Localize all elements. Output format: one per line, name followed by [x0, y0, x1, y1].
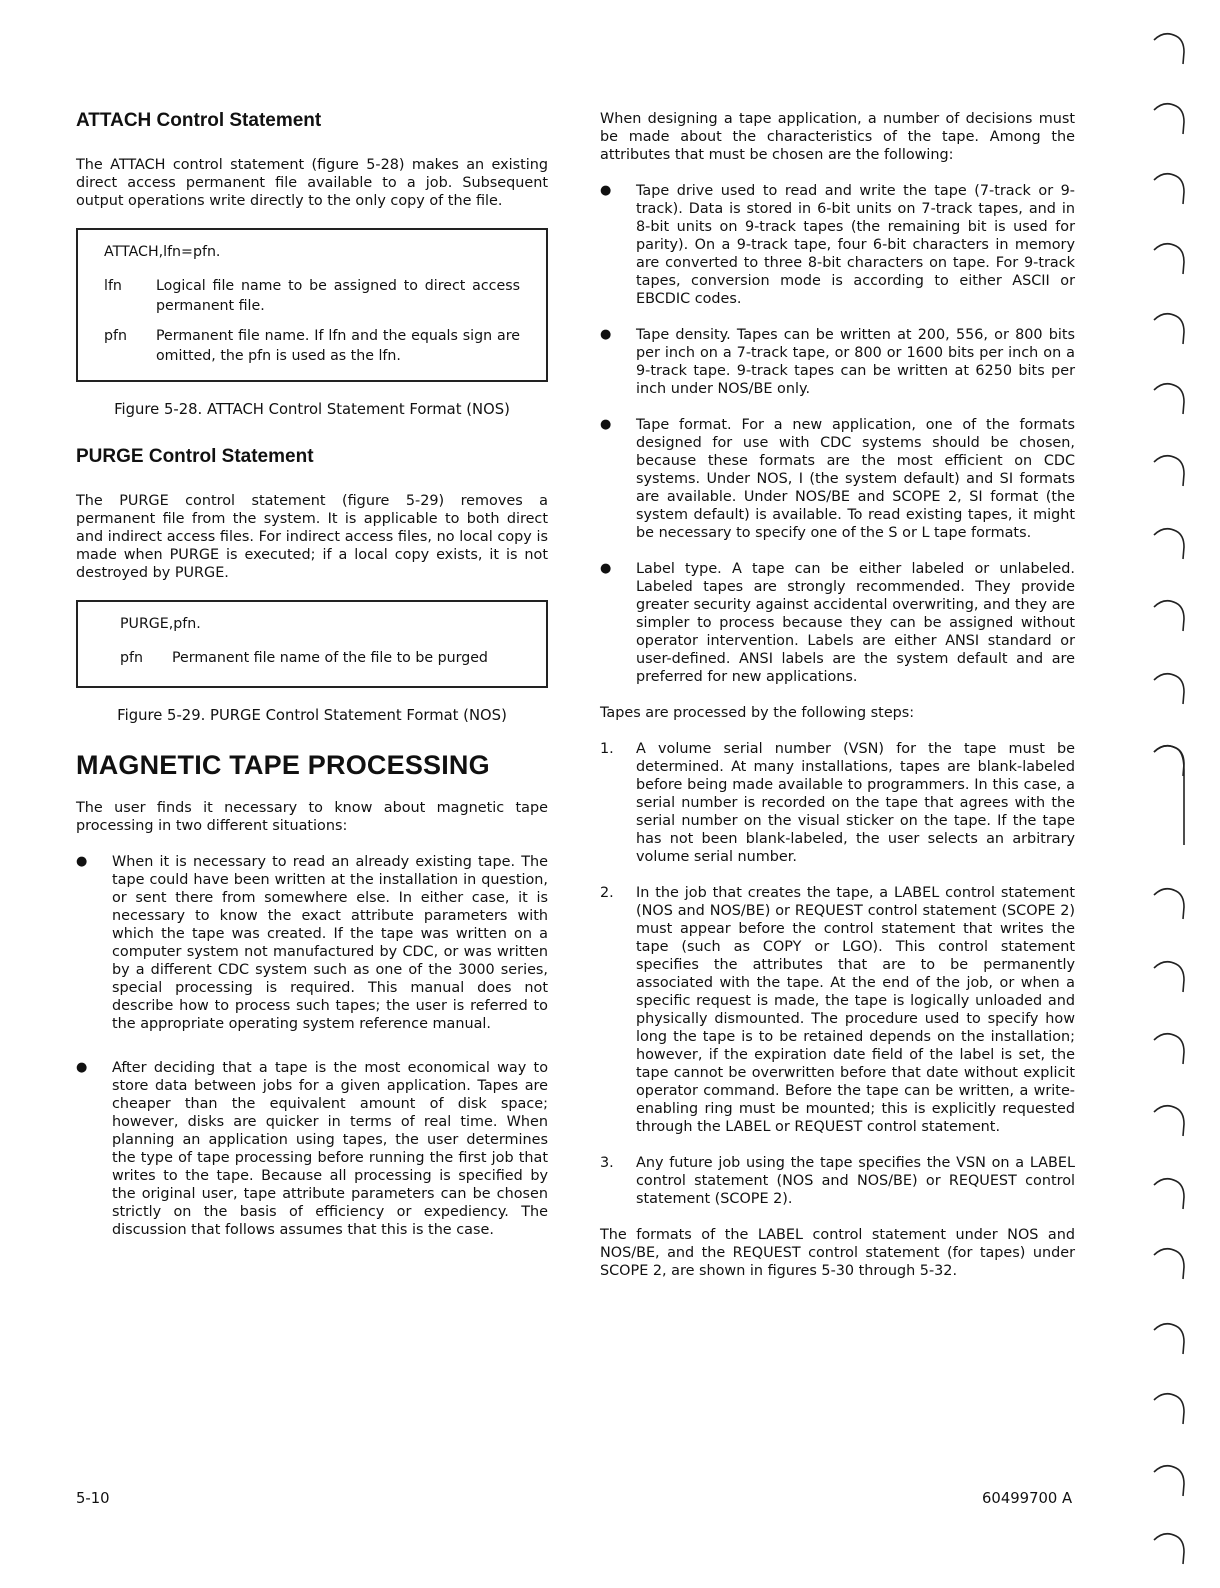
binding-mark: [1154, 529, 1184, 559]
binding-mark: [1154, 1249, 1184, 1279]
binding-marks-icon: [1150, 0, 1220, 1584]
left-column: [76, 104, 548, 1257]
bullet-list: [76, 853, 548, 1239]
list-item-text: Tape format. For a new application, one of the formats designed for use with CDC systems should be chosen, because these formats are the most efficient on CDC systems. Under NOS, I (the system default) and SI formats are available. Under NOS/BE and SCOPE 2, SI format (the system default) is available. To read existing tapes, it might be necessary to specify one of the S or L tape formats.: [636, 417, 1075, 541]
binding-mark: [1154, 1534, 1184, 1564]
binding-mark: [1154, 1466, 1184, 1496]
attach-heading: ATTACH Control Statement: [76, 110, 322, 131]
purge-figure-box: [76, 600, 548, 688]
figure-parameter-row: [104, 326, 520, 366]
binding-mark: [1154, 104, 1184, 134]
list-item: [600, 740, 1075, 866]
attach-figure-box: [76, 228, 548, 382]
closing-paragraph: The formats of the LABEL control statement under NOS and NOS/BE, and the REQUEST control statement (for tapes) under SCOPE 2, are shown in figures 5-30 through 5-32.: [600, 1227, 1075, 1279]
figure-caption: Figure 5-28. ATTACH Control Statement Format (NOS): [114, 401, 510, 418]
binding-margin: [1150, 0, 1220, 1584]
document-number: 60499700 A: [982, 1490, 1073, 1507]
parameter-definition: Permanent file name of the file to be purged: [172, 650, 488, 666]
numbered-list: [600, 740, 1075, 1208]
steps-intro-paragraph: Tapes are processed by the following steps:: [600, 705, 915, 721]
binding-mark: [1154, 1324, 1184, 1354]
binding-mark: [1154, 174, 1184, 204]
binding-mark: [1154, 674, 1184, 704]
list-item: [76, 853, 548, 1033]
attach-statement-format: ATTACH,lfn=pfn.: [104, 244, 221, 260]
bullet-icon: ●: [600, 183, 612, 198]
list-item: [600, 884, 1075, 1136]
purge-statement-format: PURGE,pfn.: [120, 616, 201, 632]
purge-heading: PURGE Control Statement: [76, 446, 314, 467]
list-item: [600, 416, 1075, 542]
binding-mark: [1154, 962, 1184, 992]
parameter-term: pfn: [104, 328, 127, 344]
bullet-icon: ●: [600, 561, 612, 576]
design-intro-paragraph: When designing a tape application, a number of decisions must be made about the characteristics of the tape. Among the attributes that must be chosen are the following:: [600, 111, 1075, 163]
section-heading: MAGNETIC TAPE PROCESSING: [76, 750, 490, 780]
list-number: 1.: [600, 741, 614, 757]
binding-mark: [1154, 1034, 1184, 1064]
parameter-term: lfn: [104, 278, 122, 294]
figure-caption: Figure 5-29. PURGE Control Statement Format (NOS): [117, 707, 507, 724]
list-item-text: Tape drive used to read and write the tape (7-track or 9-track). Data is stored in 6-bit units on 7-track tapes, and in 8-bit units on 9-track tapes (the remaining bit is used for parity). On a 9-track tape, four 6-bit characters in memory are converted to three 8-bit characters on tape. For 9-track tapes, conversion mode is according to either ASCII or EBCDIC codes.: [636, 183, 1075, 307]
bullet-list: [600, 182, 1075, 686]
parameter-term: pfn: [120, 650, 143, 666]
list-item-text: When it is necessary to read an already existing tape. The tape could have been written at the installation in question, or sent there from somewhere else. In either case, it is necessary to know the exact attribute parameters with which the tape was created. If the tape was written on a computer system not manufactured by CDC, or was written by a different CDC system such as one of the 3000 series, special processing is required. This manual does not describe how to process such tapes; the user is referred to the appropriate operating system reference manual.: [112, 854, 548, 1032]
bullet-icon: ●: [76, 854, 88, 869]
binding-mark: [1154, 746, 1184, 845]
figure-parameter-row: [104, 276, 520, 316]
list-item: [600, 560, 1075, 686]
list-item-text: After deciding that a tape is the most economical way to store data between jobs for a given application. Tapes are cheaper than the equivalent amount of disk space; however, disks are quicker in terms of real time. When planning an application using tapes, the user determines the type of tape processing before running the first job that writes to the tape. Because all processing is specified by the original user, tape attribute parameters can be chosen strictly on the basis of efficiency or expediency. The discussion that follows assumes that this is the case.: [112, 1060, 548, 1238]
binding-mark: [1154, 889, 1184, 919]
list-item-text: Any future job using the tape specifies the VSN on a LABEL control statement (NOS and NOS/BE) or REQUEST control statement (SCOPE 2).: [636, 1155, 1075, 1207]
page-number: 5-10: [76, 1490, 110, 1507]
bullet-icon: ●: [600, 327, 612, 342]
parameter-definition: Logical file name to be assigned to direct access permanent file.: [156, 278, 520, 314]
list-item-text: Label type. A tape can be either labeled or unlabeled. Labeled tapes are strongly recommended. They provide greater security against accidental overwriting, and they are simpler to process because they can be assigned without operator intervention. Labels are either ANSI standard or user-defined. ANSI labels are the system default and are preferred for new applications.: [636, 561, 1075, 685]
binding-mark: [1154, 244, 1184, 274]
binding-mark: [1154, 1179, 1184, 1209]
list-number: 2.: [600, 885, 614, 901]
list-item: [600, 182, 1075, 308]
attach-paragraph: The ATTACH control statement (figure 5-28) makes an existing direct access permanent file available to a job. Subsequent output operations write directly to the only copy of the file.: [76, 157, 548, 209]
bullet-icon: ●: [76, 1060, 88, 1075]
list-item-text: A volume serial number (VSN) for the tape must be determined. At many installations, tapes are blank-labeled before being made available to programmers. In this case, a serial number is recorded on the tape that agrees with the serial number on the visual sticker on the tape. If the tape has not been blank-labeled, the user selects an arbitrary volume serial number.: [636, 741, 1075, 865]
right-column: [600, 110, 1075, 1298]
list-item-text: Tape density. Tapes can be written at 200, 556, or 800 bits per inch on a 7-track tape, or 800 or 1600 bits per inch on a 9-track tape. 9-track tapes can be written at 6250 bits per inch under NOS/BE only.: [636, 327, 1075, 397]
list-item-text: In the job that creates the tape, a LABEL control statement (NOS and NOS/BE) or REQUEST control statement (SCOPE 2) must appear before the control statement that writes the tape (such as COPY or LGO). This control statement specifies the attributes that are to be permanently associated with the tape. At the end of the job, or when a specific request is made, the tape is logically unloaded and physically dismounted. The procedure used to specify how long the tape is to be retained depends on the installation; however, if the expiration date field of the label is set, the tape cannot be overwritten before that date without explicit operator command. Before the tape can be written, a write-enabling ring must be mounted; this is explicitly requested through the LABEL or REQUEST control statement.: [636, 885, 1075, 1135]
binding-mark: [1154, 34, 1184, 64]
list-item: [76, 1059, 548, 1239]
binding-mark: [1154, 456, 1184, 486]
list-number: 3.: [600, 1155, 614, 1171]
purge-paragraph: The PURGE control statement (figure 5-29) removes a permanent file from the system. It is applicable to both direct and indirect access files. For indirect access files, no local copy is made when PURGE is executed; if a local copy exists, it is not destroyed by PURGE.: [76, 493, 548, 581]
binding-mark: [1154, 1106, 1184, 1136]
list-item: [600, 1154, 1075, 1208]
binding-mark: [1154, 1394, 1184, 1424]
figure-parameter-row: [120, 648, 520, 668]
binding-mark: [1154, 384, 1184, 414]
binding-mark: [1154, 314, 1184, 344]
list-item: [600, 326, 1075, 398]
bullet-icon: ●: [600, 417, 612, 432]
parameter-definition: Permanent file name. If lfn and the equals sign are omitted, the pfn is used as the lfn.: [156, 328, 520, 364]
binding-mark: [1154, 601, 1184, 631]
tape-intro-paragraph: The user finds it necessary to know about magnetic tape processing in two different situations:: [76, 800, 548, 834]
